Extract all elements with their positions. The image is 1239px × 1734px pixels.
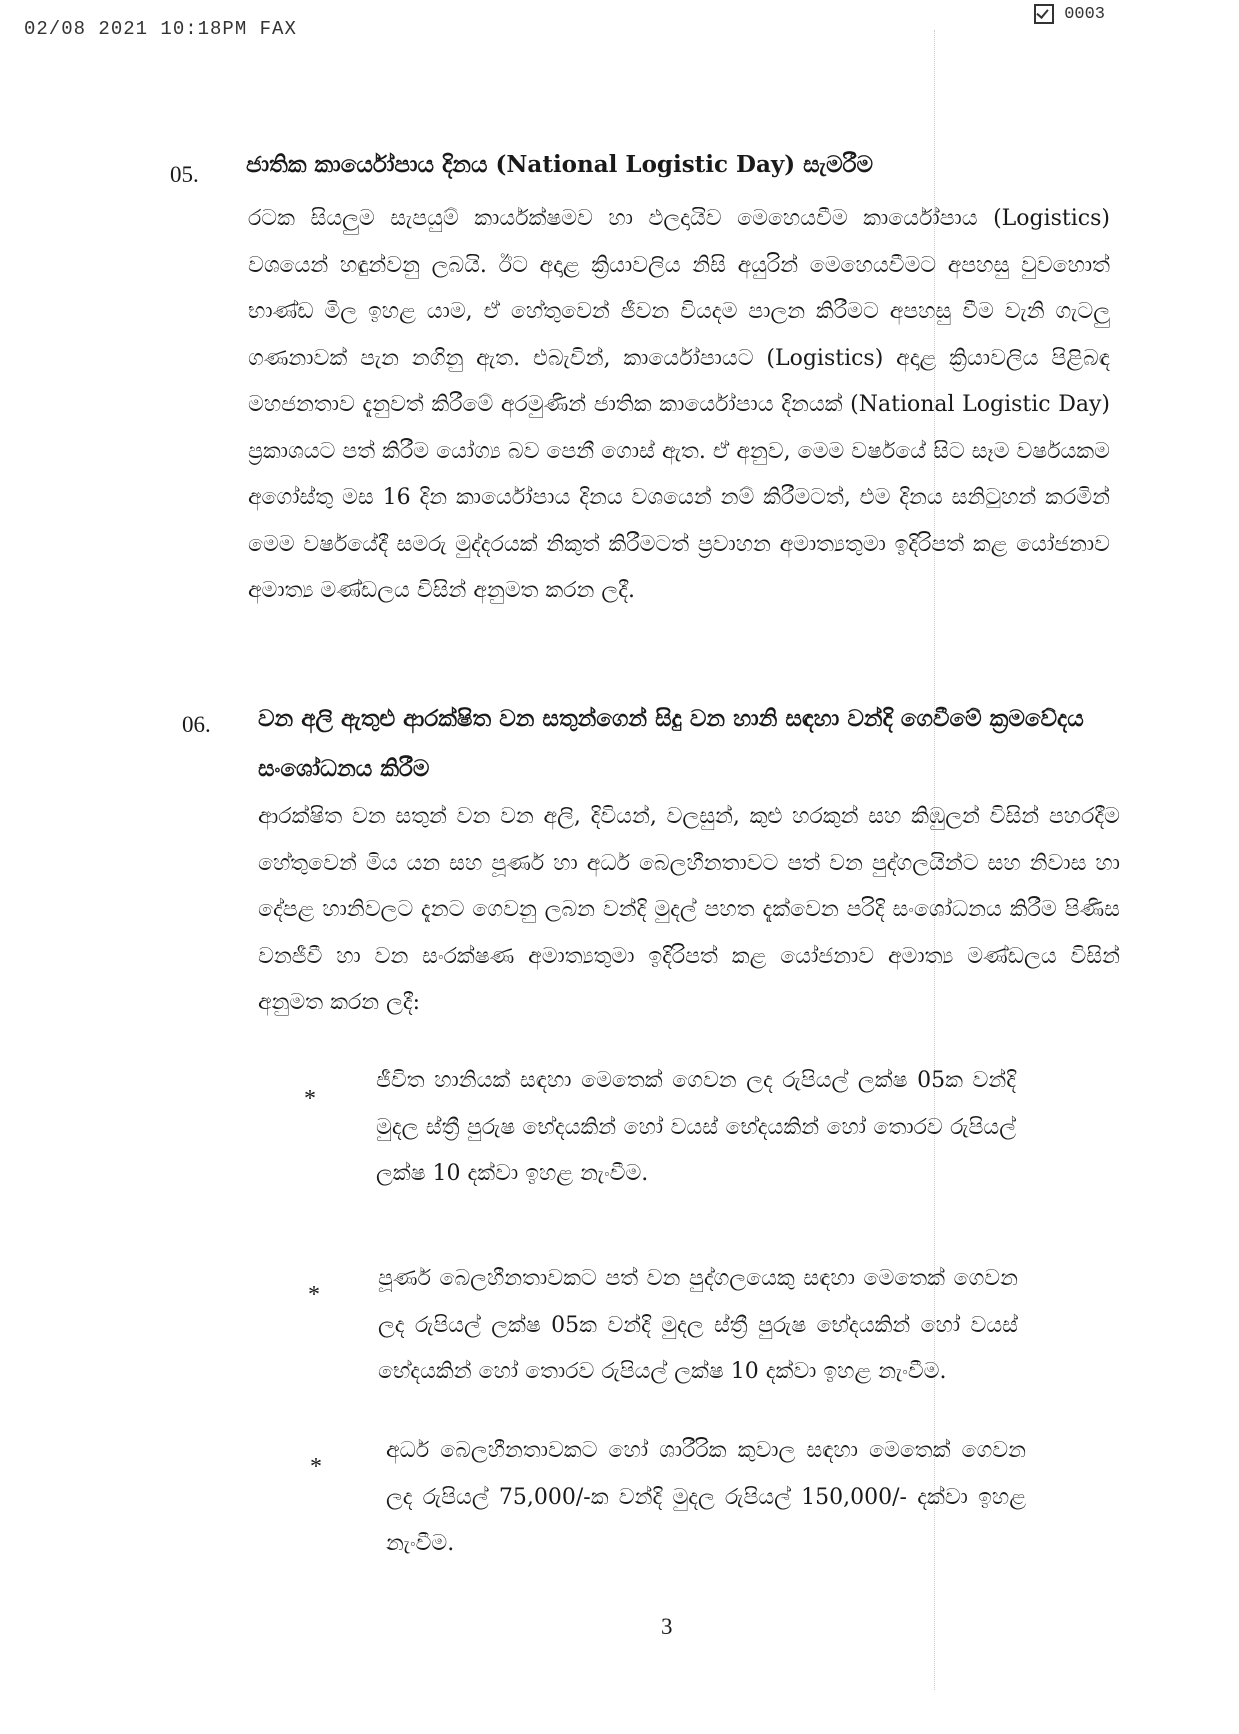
checkbox-icon <box>1034 4 1054 24</box>
page-number: 3 <box>661 1614 673 1639</box>
section-body: ආරක්ෂිත වන සතුන් වන වන අලි, දිවියන්, වලසුන්, කුළු හරකුන් සහ කිඹුලන් විසින් පහරදීම හේතුවෙන් මිය යන සහ පූර්ණ හා අර්ධ බෙලහීනතාවට පත් වන පුද්ගලයින්ට සහ නිවාස හා දේපළ හානිවලට දැනට ගෙවනු ලබන වන්දි මුදල් පහත දැක්වෙන පරිදි සංශෝධනය කිරීම පිණිස වනජීවී හා වන සංරක්ෂණ අමාත්‍යතුමා ඉදිරිපත් කළ යෝජනාව අමාත්‍ය මණ්ඩලය විසින් අනුමත කරන ලදී: <box>258 804 1120 1015</box>
bullet-text: ජීවිත හානියක් සඳහා මෙතෙක් ගෙවන ලද රුපියල් ලක්ෂ 05ක වන්දි මුදල ස්ත්‍රී පුරුෂ භේදයකින් හෝ වයස් භේදයකින් හෝ තොරව රුපියල් ලක්ෂ 10 දක්වා ඉහළ නැංවීම. <box>376 1068 1016 1186</box>
section-title: වන අලි ඇතුළු ආරක්ෂිත වන සතුන්ගෙන් සිදු වන හානි සඳහා වන්දි ගෙවීමේ ක්‍රමවේදය සංශෝධනය කිරීම <box>258 705 1084 782</box>
fax-page-code: 0003 <box>1064 4 1105 24</box>
bullet-text: අර්ධ බෙලහීනතාවකට හෝ ශාරීරික කුවාල සඳහා මෙතෙක් ගෙවන ලද රුපියල් 75,000/-ක වන්දි මුදල රුපියල් 150,000/- දක්වා ඉහළ නැංවීම. <box>386 1438 1026 1556</box>
bullet-marker: * <box>304 1086 316 1112</box>
section-body: රටක සියලුම සැපයුම් කාර්යක්ෂමව හා ඵලදායිව මෙහෙයවීම කාර්යෝපාය (Logistics) වශයෙන් හඳුන්වනු ලබයි. ඊට අදාළ ක්‍රියාවලිය නිසි අයුරින් මෙහෙයවීමට අපහසු වුවහොත් භාණ්ඩ මිල ඉහළ යාම, ඒ හේතුවෙන් ජීවන වියදම පාලන කිරීමට අපහසු වීම වැනි ගැටලු ගණනාවක් පැන නගිනු ඇත. එබැවින්, කාර්යෝපායට (Logistics) අදාළ ක්‍රියාවලිය පිළිබඳ මහජනතාව දැනුවත් කිරීමේ අරමුණින් ජාතික කාර්යෝපාය දිනයක් (National Logistic Day) ප්‍රකාශයට පත් කිරීම යෝග්‍ය බව පෙනී ගොස් ඇත. ඒ අනුව, මෙම වර්ෂයේ සිට සෑම වර්ෂයකම අගෝස්තු මස 16 දින කාර්යෝපාය දිනය වශයෙන් නම් කිරීමටත්, එම දිනය සනිටුහන් කරමින් මෙම වර්ෂයේදී සමරු මුද්දරයක් නිකුත් කිරීමටත් ප්‍රවාහන අමාත්‍යතුමා ඉදිරිපත් කළ යෝජනාව අමාත්‍ය මණ්ඩලය විසින් අනුමත කරන ලදී. <box>248 206 1110 603</box>
bullet-marker: * <box>310 1454 322 1480</box>
section-title: ජාතික කාර්යෝපාය දිනය (National Logistic Day) සැමරීම <box>246 151 874 178</box>
section-number: 06. <box>182 712 211 737</box>
fax-page-marker <box>1034 4 1105 24</box>
bullet-text: පූර්ණ බෙලහීනතාවකට පත් වන පුද්ගලයෙකු සඳහා මෙතෙක් ගෙවන ලද රුපියල් ලක්ෂ 05ක වන්දි මුදල ස්ත්‍රී පුරුෂ භේදයකින් හෝ වයස් භේදයකින් හෝ තොරව රුපියල් ලක්ෂ 10 දක්වා ඉහළ නැංවීම. <box>378 1266 1018 1384</box>
bullet-marker: * <box>308 1282 320 1308</box>
section-number: 05. <box>170 162 199 187</box>
fax-header: 02/08 2021 10:18PM FAX <box>24 18 297 40</box>
